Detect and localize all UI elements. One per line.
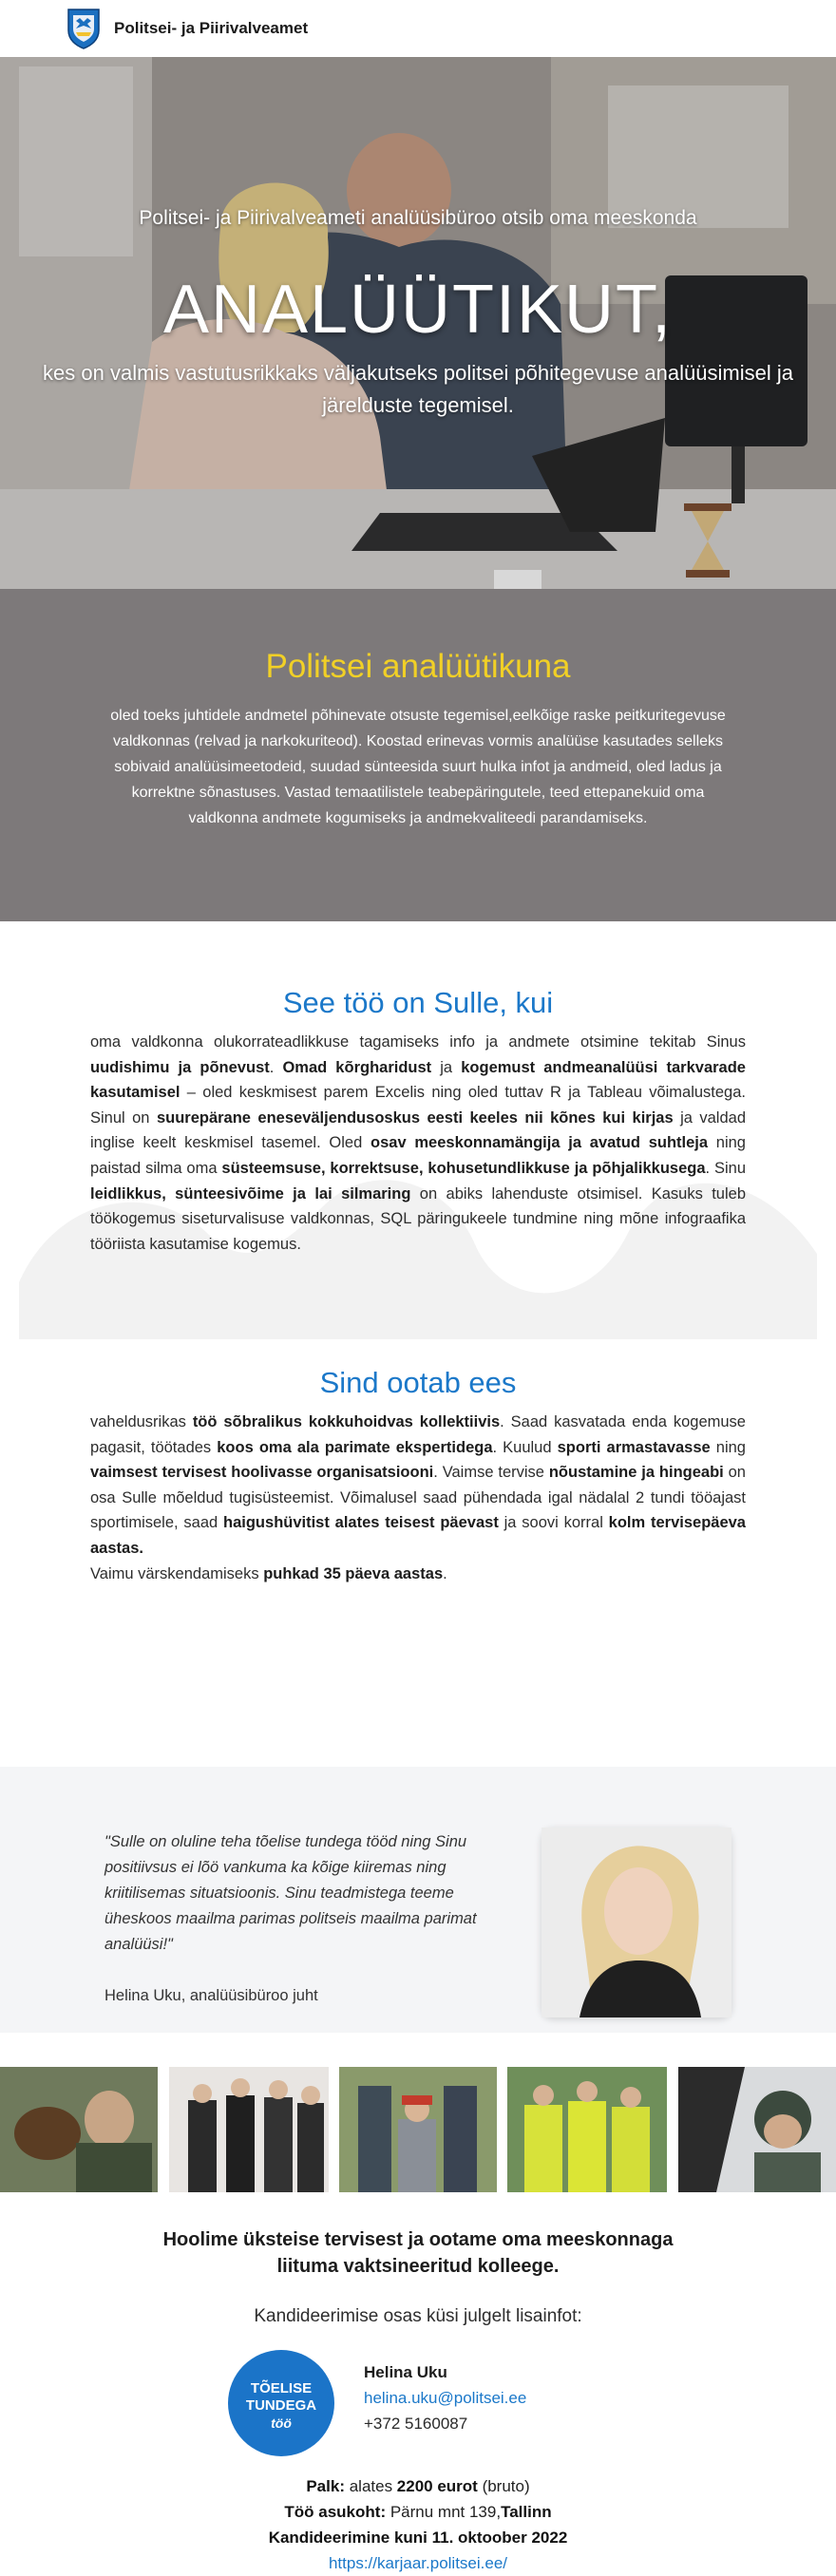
contact-name: Helina Uku xyxy=(364,2363,447,2381)
section-offer xyxy=(0,1301,836,1767)
hero-description: kes on valmis vastutusrikkaks väljakutseks politsei põhitegevuse analüüsimisel ja järelduste tegemisel. xyxy=(43,361,793,417)
top-bar xyxy=(0,0,836,57)
offer-heading: Sind ootab ees xyxy=(319,1366,517,1399)
intro-heading: Politsei analüütikuna xyxy=(265,648,571,685)
photo-gallery xyxy=(0,2067,836,2192)
team-group-photo xyxy=(169,2067,329,2192)
portrait-photo xyxy=(542,1828,732,2017)
deadline-line: Kandideerimine kuni 11. oktoober 2022 xyxy=(268,2529,568,2547)
brand-name[interactable]: Politsei- ja Piirivalveamet xyxy=(114,19,309,37)
contact-card xyxy=(0,2346,836,2460)
requirements-heading: See töö on Sulle, kui xyxy=(282,986,554,1019)
contact-phone[interactable]: +372 5160087 xyxy=(364,2415,468,2433)
ppa-shield-icon[interactable] xyxy=(66,8,101,49)
hero-title: ANALÜÜTIKUT, xyxy=(162,272,674,348)
salary-line: Palk: alates 2200 eurot (bruto) xyxy=(306,2477,530,2495)
toelise-tundega-badge: TÕELISE TUNDEGA töö xyxy=(228,2350,334,2456)
hero-banner xyxy=(0,57,836,589)
location-line: Töö asukoht: Pärnu mnt 139,Tallinn xyxy=(284,2503,552,2521)
intro-section xyxy=(0,589,836,921)
intro-text: oled toeks juhtidele andmetel põhinevate otsuste tegemisel,eelkõige raske peitkuritegevuse valdkonnas (relvad ja narkokuriteod). Koostad erinevas vormis analüüse kasutades selleks sobivaid analüüsimeetodeid, suudad sünteesida suurt hulka infot ja andmeid, oled ladus ja korrektne sõnastuses. Vastad temaatilistele teabepäringutele, teed ettepanekuid oma valdkonna andmete kogumiseks ja andmekvaliteedi parandamiseks. xyxy=(110,708,726,826)
police-dog-photo xyxy=(0,2067,158,2192)
contact-info xyxy=(364,2359,526,2436)
offer-text: vaheldusrikas töö sõbralikus kokkuhoidvas kollektiivis. Saad kasvatada enda kogemuse pagasit, töötades koos oma ala parimate ekspertidega. Kuulud sporti armastavasse ning vaimsest tervisest hoolivasse organisatsiooni. Vaimse tervise nõustamine ja hingeabi on osa Sulle mõeldud tugisüsteemist. Võimalusel saad pühendada igal nädalal 2 tundi tööajast sportimisele, saad haigushüvitist alates teisest päevast ja soovi korral kolm tervisepäeva aastas. Vaimu värskendamiseks puhkad 35 päeva aastas. xyxy=(90,1413,746,1582)
helicopter-pilot-photo xyxy=(678,2067,836,2192)
hero-subtitle: Politsei- ja Piirivalveameti analüüsibüroo otsib oma meeskonda xyxy=(139,207,697,229)
content-area xyxy=(0,921,836,1767)
contact-prompt: Kandideerimise osas küsi julgelt lisainfot: xyxy=(254,2306,582,2326)
quote-text: "Sulle on oluline teha tõelise tundega tööd ning Sinu positiivsus ei lõö vankuma ka kõige kiiremas ning kriitilisemas situatsioonis. Sinu teadmistega teeme üheskoos maailma parimas politseis maailma parimat analüüsi!" xyxy=(104,1833,477,1953)
requirements-text: oma valdkonna olukorrateadlikkuse tagamiseks info ja andmete otsimine tekitab Sinus uudishimu ja põnevust. Omad kõrgharidust ja kogemust andmeanalüüsi tarkvarade kasutamisel – oled keskmisest parem Excelis ning oled tuttav R ja Tableau võimalustega. Sinul on suurepärane eneseväljendusoskus eesti keeles nii kõnes kui kirjas ja valdad inglise keelt keskmisel tasemel. Oled osav meeskonnamängija ja avatud suhtleja ning paistad silma oma süsteemsuse, korrektsuse, kohusetundlikkuse ja põhjalikkusega. Sinu leidlikkus, sünteesivõime ja lai silmaring on abiks lahenduste otsimisel. Kasuks tuleb töökogemus siseturvalisuse valdkonnas, SQL päringukeele tundmine ning mõne infograafika tööriista kasutamise kogemus. xyxy=(90,1033,746,1253)
patrol-officers-photo xyxy=(507,2067,667,2192)
contact-footer xyxy=(0,2192,836,2576)
section-requirements xyxy=(0,921,836,1301)
quote-author: Helina Uku, analüüsibüroo juht xyxy=(104,1987,318,2004)
contact-email-link[interactable]: helina.uku@politsei.ee xyxy=(364,2389,527,2407)
career-link[interactable]: https://karjaar.politsei.ee/ xyxy=(328,2554,508,2572)
vaccination-callout: Hoolime üksteise tervisest ja ootame oma meeskonnaga liituma vaktsineeritud kolleege. xyxy=(162,2229,674,2277)
quote-section xyxy=(0,1767,836,2033)
family-event-photo xyxy=(339,2067,497,2192)
job-meta xyxy=(0,2473,836,2576)
